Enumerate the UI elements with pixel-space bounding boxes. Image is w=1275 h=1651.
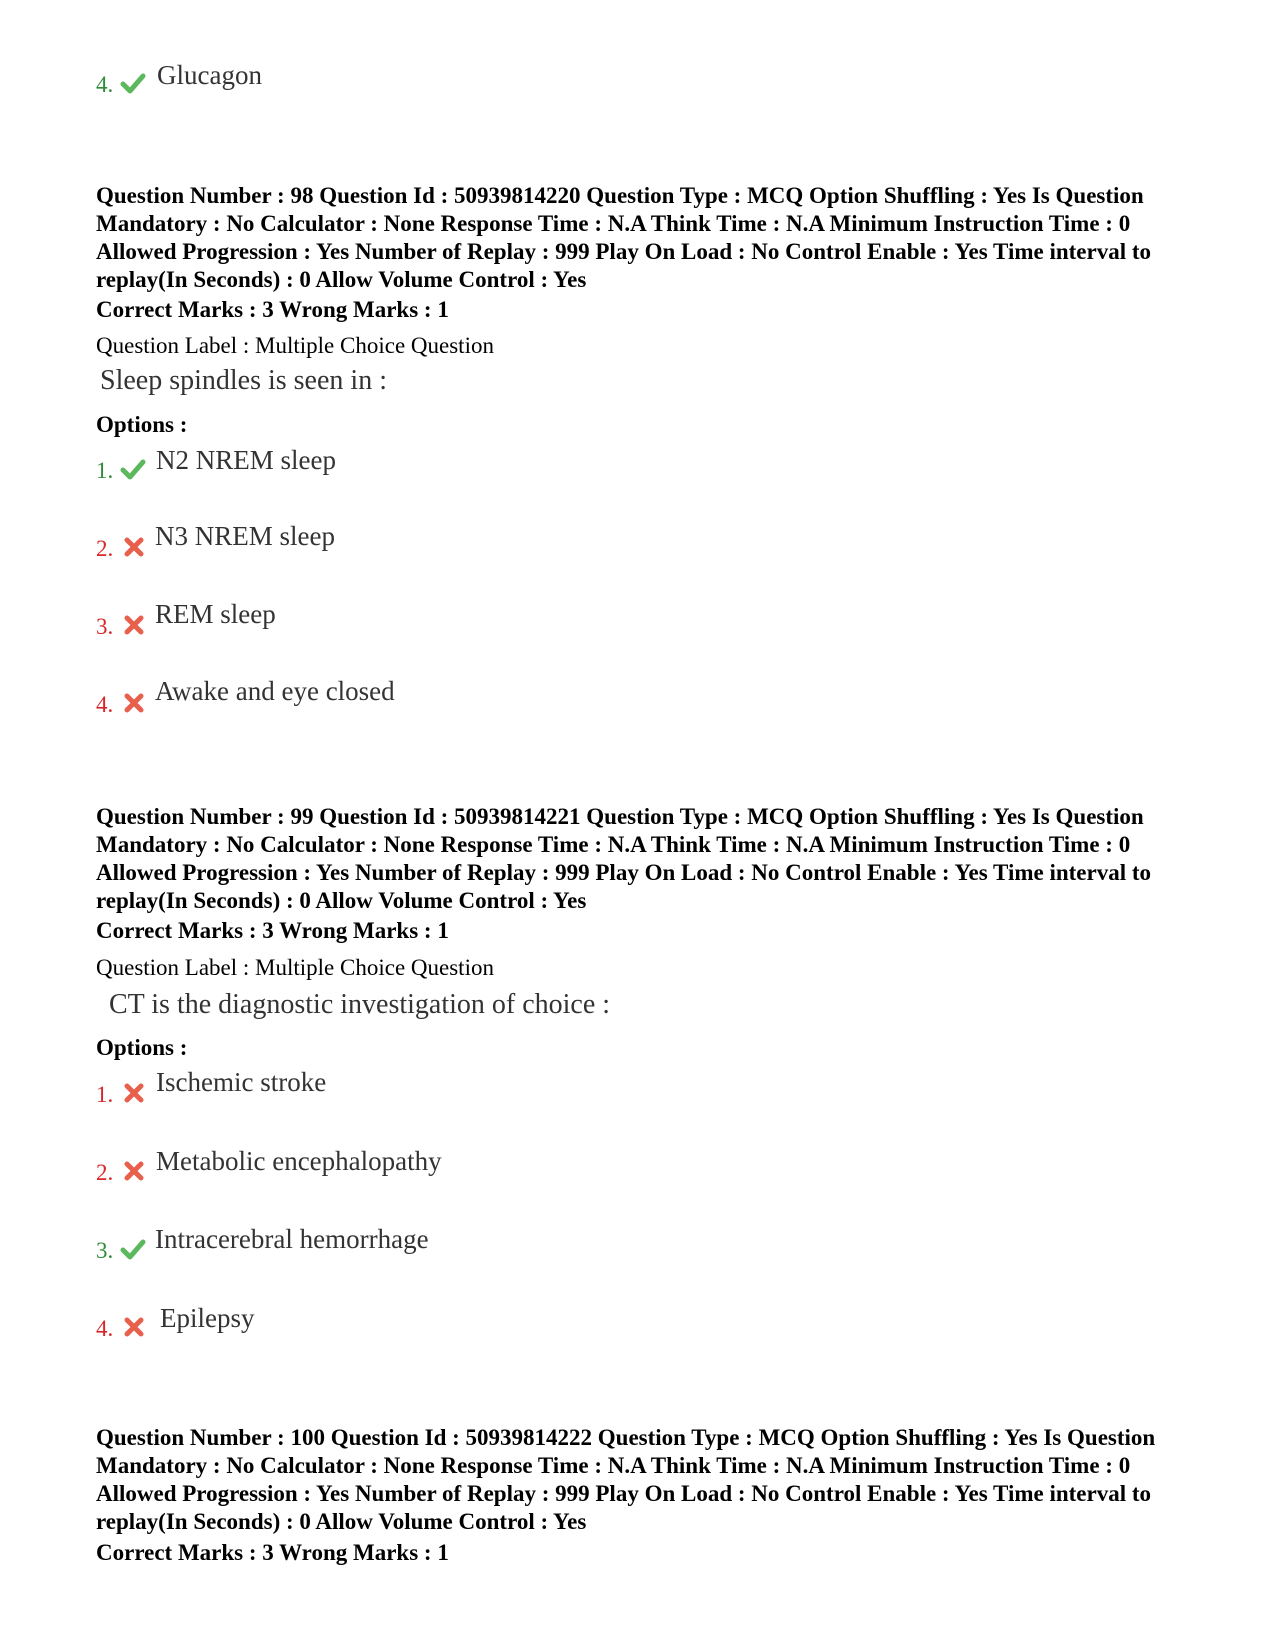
question-100-meta: Question Number : 100 Question Id : 50939814222 Question Type : MCQ Option Shuffling : Yes Is Question Mandatory : No Calculator : None Response Time : N.A Think Time : N.A Minimum Instruction Time : 0 Allowed Progression : Yes Number of Replay : 999 Play On Load : No Control Enable : Yes Time interval to replay(In Seconds) : 0 Allow Volume Control : Yes — [96, 1425, 1156, 1534]
option-text: N2 NREM sleep — [156, 445, 336, 475]
option-text: Intracerebral hemorrhage — [155, 1224, 429, 1254]
question-100-marks: Correct Marks : 3 Wrong Marks : 1 — [96, 1540, 449, 1565]
question-98-marks: Correct Marks : 3 Wrong Marks : 1 — [96, 297, 449, 322]
question-99-text: CT is the diagnostic investigation of choice : — [109, 989, 611, 1020]
option-number: 2. — [96, 536, 114, 561]
option-text: Epilepsy — [160, 1303, 255, 1333]
cross-icon — [121, 1158, 147, 1184]
question-98-meta: Question Number : 98 Question Id : 50939814220 Question Type : MCQ Option Shuffling : Yes Is Question Mandatory : No Calculator : None Response Time : N.A Think Time : N.A Minimum Instruction Time : 0 Allowed Progression : Yes Number of Replay : 999 Play On Load : No Control Enable : Yes Time interval to replay(In Seconds) : 0 Allow Volume Control : Yes — [96, 183, 1152, 292]
option-number: 1. — [96, 458, 114, 483]
question-98-options-heading: Options : — [96, 412, 188, 437]
option-number: 3. — [96, 614, 114, 639]
cross-icon — [121, 1314, 147, 1340]
option-number: 4. — [96, 72, 114, 97]
cross-icon — [121, 1080, 147, 1106]
cross-icon — [121, 612, 147, 638]
option-number: 2. — [96, 1160, 114, 1185]
option-number: 1. — [96, 1082, 114, 1107]
option-text: Glucagon — [157, 60, 262, 90]
question-99-meta: Question Number : 99 Question Id : 50939814221 Question Type : MCQ Option Shuffling : Yes Is Question Mandatory : No Calculator : None Response Time : N.A Think Time : N.A Minimum Instruction Time : 0 Allowed Progression : Yes Number of Replay : 999 Play On Load : No Control Enable : Yes Time interval to replay(In Seconds) : 0 Allow Volume Control : Yes — [96, 804, 1152, 913]
option-number: 3. — [96, 1238, 114, 1263]
option-text: N3 NREM sleep — [155, 521, 335, 551]
option-number: 4. — [96, 692, 114, 717]
check-icon — [120, 456, 146, 482]
check-icon — [120, 70, 146, 96]
check-icon — [120, 1236, 146, 1262]
question-98-text: Sleep spindles is seen in : — [100, 365, 387, 396]
option-text: Ischemic stroke — [156, 1067, 327, 1097]
cross-icon — [121, 534, 147, 560]
question-99-options-heading: Options : — [96, 1035, 188, 1060]
option-text: Metabolic encephalopathy — [156, 1146, 442, 1176]
cross-icon — [121, 690, 147, 716]
question-98-label: Question Label : Multiple Choice Question — [96, 333, 494, 358]
option-text: REM sleep — [155, 599, 276, 629]
question-99-marks: Correct Marks : 3 Wrong Marks : 1 — [96, 918, 449, 943]
question-99-label: Question Label : Multiple Choice Question — [96, 955, 494, 980]
option-number: 4. — [96, 1316, 114, 1341]
option-text: Awake and eye closed — [155, 676, 395, 706]
